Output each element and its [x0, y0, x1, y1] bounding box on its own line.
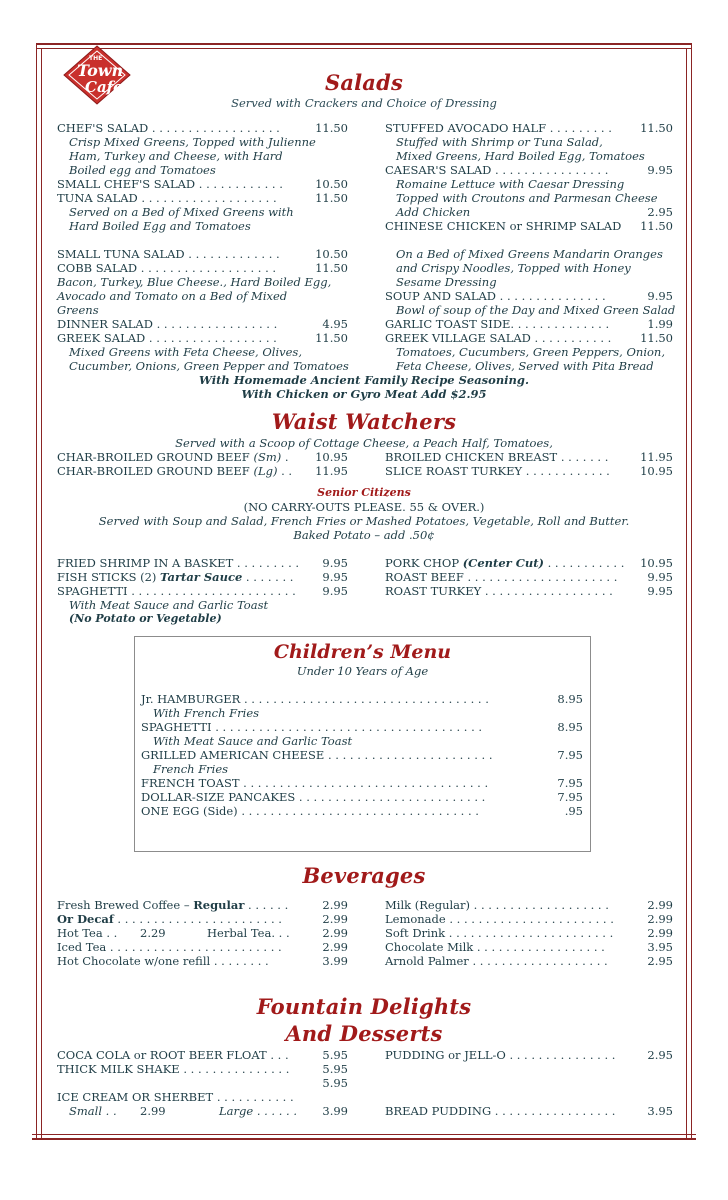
item-description-note: (No Potato or Vegetable) — [69, 612, 222, 625]
item-name: SLICE ROAST TURKEY . . . . . . . . . . . . — [385, 464, 610, 478]
item-name: Chocolate Milk . . . . . . . . . . . . . . . . . . — [385, 940, 605, 954]
item-price: 2.95 — [647, 205, 673, 219]
menu-item — [57, 261, 348, 275]
item-description: Sesame Dressing — [396, 275, 497, 289]
menu-item — [57, 926, 348, 940]
menu-item — [57, 898, 348, 912]
item-price: 11.50 — [315, 331, 348, 345]
menu-item — [385, 570, 673, 584]
item-name: TUNA SALAD . . . . . . . . . . . . . . . . . . . — [57, 191, 277, 205]
item-description: Avocado and Tomato on a Bed of Mixed — [57, 289, 288, 303]
item-description: Feta Cheese, Olives, Served with Pita Bread — [396, 359, 654, 373]
item-name: Soft Drink . . . . . . . . . . . . . . . . . . . . . . . — [385, 926, 614, 940]
salads-seasoning-note: With Homemade Ancient Family Recipe Seasoning. — [199, 373, 529, 387]
item-name: GRILLED AMERICAN CHEESE . . . . . . . . . . . . . . . . . . . . . . . — [141, 748, 493, 762]
waist-watchers-title: Waist Watchers — [271, 409, 457, 434]
menu-item — [385, 898, 673, 912]
item-name: CHEF'S SALAD . . . . . . . . . . . . . . . . . . — [57, 121, 280, 135]
item-name: PUDDING or JELL-O . . . . . . . . . . . . . . . — [385, 1048, 616, 1062]
menu-item — [57, 450, 348, 464]
item-price: 7.95 — [557, 790, 583, 804]
menu-item — [57, 331, 348, 345]
item-name: ONE EGG (Side) . . . . . . . . . . . . . . . . . . . . . . . . . . . . . . . . . — [141, 804, 479, 818]
waist-watchers-subtitle: Served with a Scoop of Cottage Cheese, a Peach Half, Tomatoes, — [175, 436, 553, 450]
item-price: 9.95 — [322, 584, 348, 598]
menu-item — [57, 556, 348, 570]
item-extra: (Center Cut) — [462, 556, 544, 570]
childrens-menu-subtitle: Under 10 Years of Age — [296, 664, 429, 678]
menu-item — [396, 205, 673, 219]
salads-meat-note: With Chicken or Gyro Meat Add $2.95 — [241, 387, 487, 401]
beverages-title: Beverages — [302, 863, 426, 888]
item-price: 5.95 — [322, 1062, 348, 1076]
menu-item — [385, 1104, 673, 1118]
item-name: DOLLAR-SIZE PANCAKES . . . . . . . . . . . . . . . . . . . . . . . . . . — [141, 790, 486, 804]
item-description: French Fries — [153, 762, 229, 776]
frame-right-outer — [691, 43, 692, 1140]
item-price: 3.99 — [322, 954, 348, 968]
item-name: Add Chicken — [396, 205, 471, 219]
item-description: Hard Boiled Egg and Tomatoes — [69, 219, 251, 233]
item-price: 10.95 — [640, 464, 673, 478]
item-price: 11.50 — [315, 191, 348, 205]
item-name: FISH STICKS (2) — [57, 570, 161, 584]
item-name: PORK CHOP — [385, 556, 463, 570]
menu-item — [385, 121, 673, 135]
frame-top-outer — [36, 43, 692, 45]
item-description: With Meat Sauce and Garlic Toast — [69, 598, 269, 612]
menu-item — [57, 317, 348, 331]
item-price: 1.99 — [647, 317, 673, 331]
menu-item — [385, 584, 673, 598]
item-name: FRIED SHRIMP IN A BASKET . . . . . . . . . — [57, 556, 300, 570]
item-mid-name: Herbal Tea. . . — [207, 926, 290, 940]
item-dots: . . . . . . . — [242, 570, 294, 584]
item-price: 9.95 — [322, 570, 348, 584]
item-dots: . . — [277, 464, 293, 478]
item-size: (Sm) — [253, 450, 282, 464]
small-label: Small . . — [69, 1104, 117, 1118]
item-price: 2.95 — [647, 1048, 673, 1062]
menu-item — [57, 121, 348, 135]
menu-item — [69, 1104, 348, 1118]
item-price: 9.95 — [647, 289, 673, 303]
item-description: and Crispy Noodles, Topped with Honey — [396, 261, 631, 275]
item-bold: Regular — [193, 898, 245, 912]
item-price: 10.95 — [640, 556, 673, 570]
item-price: 11.95 — [640, 450, 673, 464]
item-description: With Meat Sauce and Garlic Toast — [153, 734, 353, 748]
item-description: Served on a Bed of Mixed Greens with — [69, 205, 294, 219]
item-name: CHAR-BROILED GROUND BEEF — [57, 464, 250, 478]
item-name: Jr. HAMBURGER . . . . . . . . . . . . . . . . . . . . . . . . . . . . . . . . . . — [141, 692, 489, 706]
menu-item — [57, 1090, 348, 1104]
item-name: Iced Tea . . . . . . . . . . . . . . . . . . . . . . . . — [57, 940, 282, 954]
item-price: 7.95 — [557, 776, 583, 790]
item-name: BROILED CHICKEN BREAST . . . . . . . — [385, 450, 609, 464]
item-price: 9.95 — [647, 584, 673, 598]
item-price: 8.95 — [557, 692, 583, 706]
logo-line1: Town — [77, 61, 124, 80]
small-price: 2.99 — [140, 1104, 166, 1118]
item-price: 2.99 — [647, 926, 673, 940]
item-price: 11.50 — [315, 261, 348, 275]
item-price: 11.50 — [640, 219, 673, 233]
menu-item — [57, 1062, 348, 1076]
childrens-menu-box — [134, 636, 591, 852]
item-description: Cucumber, Onions, Green Pepper and Tomatoes — [69, 359, 349, 373]
item-price: 4.95 — [322, 317, 348, 331]
item-name: Arnold Palmer . . . . . . . . . . . . . . . . . . . — [385, 954, 608, 968]
frame-top-inner — [36, 48, 692, 49]
item-name: Lemonade . . . . . . . . . . . . . . . . . . . . . . . — [385, 912, 614, 926]
item-price: 5.95 — [322, 1048, 348, 1062]
item-name: FRENCH TOAST . . . . . . . . . . . . . . . . . . . . . . . . . . . . . . . . . . — [141, 776, 489, 790]
item-price: 11.50 — [640, 331, 673, 345]
menu-item — [141, 720, 583, 734]
item-price: 2.99 — [322, 940, 348, 954]
menu-item — [385, 450, 673, 464]
menu-item — [57, 940, 348, 954]
item-dots: . . . . . . — [244, 898, 289, 912]
frame-right-inner — [686, 48, 687, 1138]
menu-item — [385, 1048, 673, 1062]
item-size: (Lg) — [253, 464, 278, 478]
item-price: 11.95 — [315, 464, 348, 478]
item-price: 7.95 — [557, 748, 583, 762]
menu-item — [57, 1048, 348, 1062]
item-description: Tomatoes, Cucumbers, Green Peppers, Onion, — [396, 345, 665, 359]
item-description: Greens — [57, 303, 99, 317]
item-name: COBB SALAD . . . . . . . . . . . . . . . . . . . — [57, 261, 277, 275]
logo-line2: Cafe — [85, 78, 123, 96]
item-name: Fresh Brewed Coffee – — [57, 898, 194, 912]
menu-item — [385, 317, 673, 331]
item-name: SPAGHETTI . . . . . . . . . . . . . . . . . . . . . . . — [57, 584, 296, 598]
menu-item — [57, 177, 348, 191]
item-name: Hot Chocolate w/one refill . . . . . . . . — [57, 954, 269, 968]
item-price: 2.99 — [647, 898, 673, 912]
item-price: 2.99 — [322, 898, 348, 912]
item-dots: . . . . . . . . . . . . . . . . . . . . . . . — [113, 912, 282, 926]
item-price: 3.95 — [647, 1104, 673, 1118]
menu-item — [57, 954, 348, 968]
item-price: 5.95 — [322, 1076, 348, 1090]
logo-small-text: THE — [89, 55, 103, 62]
item-name: CHAR-BROILED GROUND BEEF — [57, 450, 250, 464]
item-price: 10.95 — [315, 450, 348, 464]
item-name: ROAST BEEF . . . . . . . . . . . . . . . . . . . . . — [385, 570, 618, 584]
item-description: Stuffed with Shrimp or Tuna Salad, — [396, 135, 603, 149]
large-price: 3.99 — [322, 1104, 348, 1118]
menu-item — [385, 163, 673, 177]
item-price: 11.50 — [640, 121, 673, 135]
item-name: SMALL CHEF'S SALAD . . . . . . . . . . . . — [57, 177, 283, 191]
item-price: 2.99 — [322, 926, 348, 940]
menu-item — [385, 954, 673, 968]
menu-item — [57, 464, 348, 478]
menu-item — [141, 692, 583, 706]
item-dots: . . . . . . . . . . . — [543, 556, 625, 570]
item-price: 9.95 — [647, 570, 673, 584]
menu-item — [57, 191, 348, 205]
item-mid-price: 2.29 — [140, 926, 166, 940]
item-name: ROAST TURKEY . . . . . . . . . . . . . . . . . . — [385, 584, 613, 598]
item-name: CHINESE CHICKEN or SHRIMP SALAD — [385, 219, 622, 233]
item-description: Topped with Croutons and Parmesan Cheese — [396, 191, 658, 205]
menu-item — [385, 556, 673, 570]
item-name: BREAD PUDDING . . . . . . . . . . . . . . . . . — [385, 1104, 616, 1118]
large-label: Large . . . . . . — [219, 1104, 298, 1118]
senior-served-with: Served with Soup and Salad, French Fries or Mashed Potatoes, Vegetable, Roll and Butter. — [98, 514, 630, 528]
menu-item — [385, 464, 673, 478]
menu-item — [57, 247, 348, 261]
item-description: On a Bed of Mixed Greens Mandarin Oranges — [396, 247, 663, 261]
item-name: COCA COLA or ROOT BEER FLOAT . . . — [57, 1048, 289, 1062]
item-name: Hot Tea . . — [57, 926, 118, 940]
item-name: GREEK VILLAGE SALAD . . . . . . . . . . . — [385, 331, 612, 345]
item-name: SMALL TUNA SALAD . . . . . . . . . . . . . — [57, 247, 280, 261]
item-price: 8.95 — [557, 720, 583, 734]
frame-bottom-outer — [32, 1138, 696, 1140]
item-name: GREEK SALAD . . . . . . . . . . . . . . . . . . — [57, 331, 277, 345]
item-description: With French Fries — [153, 706, 260, 720]
senior-carryout-note: (NO CARRY-OUTS PLEASE. 55 & OVER.) — [243, 500, 485, 514]
frame-left-inner — [41, 48, 42, 1138]
item-name: DINNER SALAD . . . . . . . . . . . . . . . . . — [57, 317, 278, 331]
fountain-title-line2: And Desserts — [285, 1021, 443, 1046]
senior-citizens-title: Senior Citizens — [317, 486, 411, 499]
item-dots: . — [281, 450, 289, 464]
item-description: Bowl of soup of the Day and Mixed Green Salad — [396, 303, 676, 317]
item-name: GARLIC TOAST SIDE. . . . . . . . . . . . . . — [385, 317, 610, 331]
menu-item — [141, 804, 583, 818]
senior-baked-potato: Baked Potato – add .50¢ — [293, 528, 435, 542]
item-name: Milk (Regular) . . . . . . . . . . . . . . . . . . . — [385, 898, 609, 912]
fountain-title-line1: Fountain Delights — [256, 994, 472, 1019]
menu-item — [57, 584, 348, 598]
item-extra: Tartar Sauce — [160, 570, 243, 584]
childrens-menu-title: Children’s Menu — [273, 641, 452, 663]
menu-item — [385, 219, 673, 233]
menu-item — [141, 790, 583, 804]
item-price: 10.50 — [315, 247, 348, 261]
item-name: CAESAR'S SALAD . . . . . . . . . . . . . . . . — [385, 163, 609, 177]
item-description: Bacon, Turkey, Blue Cheese., Hard Boiled Egg, — [57, 275, 332, 289]
menu-item — [141, 748, 583, 762]
item-name: STUFFED AVOCADO HALF . . . . . . . . . — [385, 121, 612, 135]
item-description: Ham, Turkey and Cheese, with Hard — [69, 149, 283, 163]
item-name: SOUP AND SALAD . . . . . . . . . . . . . . . — [385, 289, 606, 303]
item-price: .95 — [564, 804, 583, 818]
item-price: 10.50 — [315, 177, 348, 191]
item-name: SPAGHETTI . . . . . . . . . . . . . . . . . . . . . . . . . . . . . . . . . . . . . — [141, 720, 483, 734]
item-price: 9.95 — [322, 556, 348, 570]
item-price: 9.95 — [647, 163, 673, 177]
menu-item — [385, 926, 673, 940]
menu-item — [385, 331, 673, 345]
item-price: 2.99 — [322, 912, 348, 926]
salads-subtitle: Served with Crackers and Choice of Dressing — [231, 96, 497, 110]
item-description: Mixed Greens, Hard Boiled Egg, Tomatoes — [396, 149, 645, 163]
frame-bottom-inner — [32, 1134, 696, 1135]
item-price: 2.95 — [647, 954, 673, 968]
menu-item — [385, 940, 673, 954]
item-description: Crisp Mixed Greens, Topped with Julienne — [69, 135, 316, 149]
item-description: Romaine Lettuce with Caesar Dressing — [396, 177, 625, 191]
frame-left-outer — [36, 43, 37, 1140]
item-bold: Or Decaf — [57, 912, 114, 926]
item-description: Boiled egg and Tomatoes — [69, 163, 216, 177]
menu-item — [385, 289, 673, 303]
menu-item — [385, 912, 673, 926]
item-name: THICK MILK SHAKE . . . . . . . . . . . . . . . — [57, 1062, 290, 1076]
item-price: 11.50 — [315, 121, 348, 135]
item-price: 3.95 — [647, 940, 673, 954]
menu-item — [57, 570, 348, 584]
item-price: 2.99 — [647, 912, 673, 926]
menu-item — [141, 776, 583, 790]
menu-item — [57, 912, 348, 926]
item-description: Mixed Greens with Feta Cheese, Olives, — [69, 345, 302, 359]
salads-title: Salads — [324, 70, 404, 95]
item-name: ICE CREAM OR SHERBET . . . . . . . . . . . — [57, 1090, 294, 1104]
